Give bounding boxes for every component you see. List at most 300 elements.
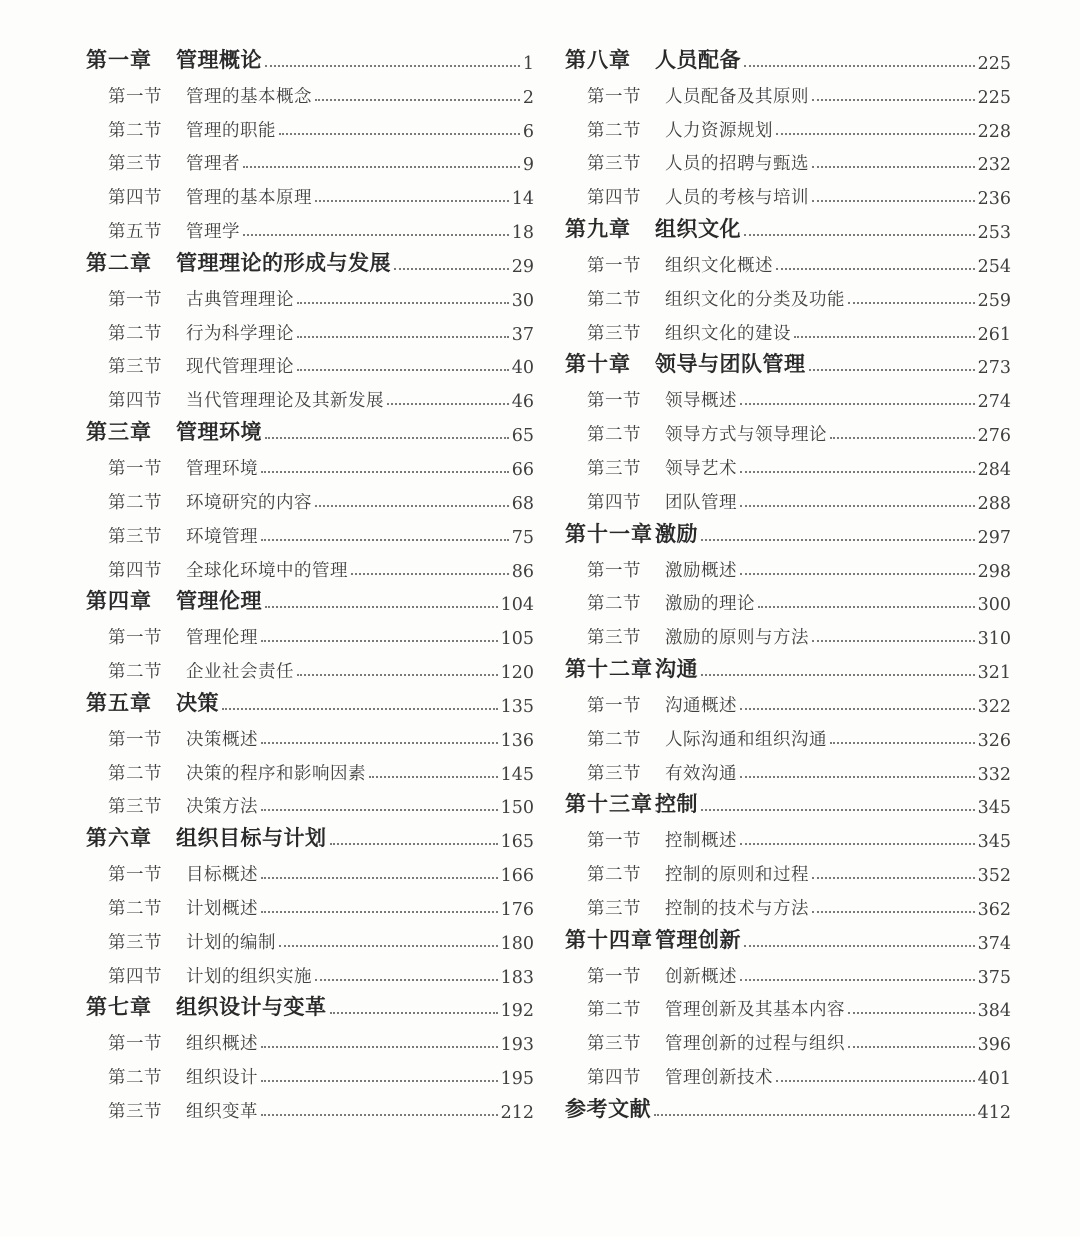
toc-section-entry <box>86 751 534 785</box>
page-number: 276 <box>977 426 1011 447</box>
dot-leader <box>701 809 975 811</box>
dot-leader <box>261 809 498 811</box>
toc-section-entry <box>565 74 1011 108</box>
page-number: 183 <box>500 967 534 988</box>
references-title: 参考文献 <box>565 1096 651 1121</box>
dot-leader <box>812 911 975 913</box>
chapter-number: 第九章 <box>565 216 631 242</box>
dot-leader <box>812 166 975 168</box>
toc-section-entry <box>565 175 1011 209</box>
dot-leader <box>265 65 520 67</box>
section-number: 第四节 <box>108 560 162 581</box>
dot-leader <box>744 65 975 67</box>
section-title: 计划的编制 <box>186 932 276 953</box>
section-title: 控制的技术与方法 <box>665 898 809 919</box>
toc-section-entry <box>565 1021 1011 1055</box>
section-title: 组织设计 <box>186 1068 258 1089</box>
page-number: 65 <box>511 426 534 447</box>
section-title: 当代管理理论及其新发展 <box>186 391 384 412</box>
page-number: 412 <box>977 1103 1011 1123</box>
page-number: 345 <box>977 832 1011 853</box>
toc-section-entry <box>86 649 534 683</box>
chapter-title: 组织文化 <box>655 216 741 242</box>
chapter-title: 激励 <box>655 520 698 546</box>
toc-section-entry <box>86 1055 534 1089</box>
dot-leader <box>830 742 975 744</box>
section-number: 第二节 <box>587 865 641 886</box>
chapter-number: 第十章 <box>565 351 631 377</box>
section-number: 第二节 <box>108 898 162 919</box>
section-number: 第二节 <box>587 289 641 310</box>
page-number: 284 <box>977 459 1011 480</box>
page-number: 254 <box>977 256 1011 277</box>
toc-section-entry <box>86 852 534 886</box>
page-number: 345 <box>977 798 1011 819</box>
toc-chapter-entry <box>86 40 534 74</box>
section-title: 管理的职能 <box>186 120 276 141</box>
chapter-title: 组织设计与变革 <box>176 994 327 1020</box>
page-number: 253 <box>977 223 1011 244</box>
dot-leader <box>740 979 975 981</box>
toc-section-entry <box>86 717 534 751</box>
page-number: 105 <box>500 629 534 650</box>
page-number: 1 <box>522 53 534 74</box>
dot-leader <box>261 1114 498 1116</box>
page-number: 374 <box>977 933 1011 954</box>
page-number: 261 <box>977 324 1011 345</box>
page-number: 86 <box>511 561 534 582</box>
toc-section-entry <box>565 548 1011 582</box>
section-title: 领导方式与领导理论 <box>665 425 827 446</box>
dot-leader <box>701 674 975 676</box>
section-title: 决策的程序和影响因素 <box>186 763 366 784</box>
dot-leader <box>243 166 520 168</box>
dot-leader <box>279 945 498 947</box>
toc-section-entry <box>565 446 1011 480</box>
toc-section-entry <box>86 142 534 176</box>
dot-leader <box>297 302 509 304</box>
page-number: 401 <box>977 1069 1011 1090</box>
section-title: 决策方法 <box>186 797 258 818</box>
section-title: 人际沟通和组织沟通 <box>665 729 827 750</box>
section-title: 控制概述 <box>665 831 737 852</box>
dot-leader <box>261 640 498 642</box>
section-title: 沟通概述 <box>665 695 737 716</box>
section-number: 第一节 <box>108 86 162 107</box>
page-number: 193 <box>500 1035 534 1056</box>
section-number: 第一节 <box>587 966 641 987</box>
page-number: 192 <box>500 1001 534 1022</box>
toc-section-entry <box>565 582 1011 616</box>
section-title: 有效沟通 <box>665 763 737 784</box>
page-number: 6 <box>522 121 534 142</box>
section-number: 第二节 <box>108 120 162 141</box>
chapter-title: 管理环境 <box>176 419 262 445</box>
section-number: 第三节 <box>108 797 162 818</box>
toc-section-entry <box>565 243 1011 277</box>
section-number: 第二节 <box>587 120 641 141</box>
toc-section-entry <box>86 514 534 548</box>
toc-section-entry <box>565 311 1011 345</box>
section-number: 第四节 <box>587 1068 641 1089</box>
toc-section-entry <box>86 1089 534 1123</box>
chapter-title: 人员配备 <box>655 46 741 72</box>
dot-leader <box>261 1080 498 1082</box>
dot-leader <box>394 268 509 270</box>
section-title: 组织文化的建设 <box>665 323 791 344</box>
section-title: 组织文化概述 <box>665 255 773 276</box>
page-number: 30 <box>511 290 534 311</box>
dot-leader <box>261 1046 498 1048</box>
section-title: 古典管理理论 <box>186 289 294 310</box>
toc-chapter-entry <box>565 514 1011 548</box>
toc-section-entry <box>86 74 534 108</box>
toc-section-entry <box>565 886 1011 920</box>
chapter-number: 第十三章 <box>565 791 653 817</box>
page-number: 9 <box>522 155 534 176</box>
toc-left-column <box>86 40 534 1123</box>
page-number: 165 <box>500 832 534 853</box>
page-number: 322 <box>977 696 1011 717</box>
toc-section-entry <box>565 988 1011 1022</box>
page-number: 166 <box>500 866 534 887</box>
section-number: 第一节 <box>108 289 162 310</box>
section-number: 第三节 <box>108 357 162 378</box>
dot-leader <box>297 674 498 676</box>
section-number: 第一节 <box>108 458 162 479</box>
section-title: 管理的基本概念 <box>186 86 312 107</box>
chapter-number: 第一章 <box>86 46 152 72</box>
section-title: 决策概述 <box>186 729 258 750</box>
chapter-title: 领导与团队管理 <box>655 351 806 377</box>
toc-section-entry <box>565 142 1011 176</box>
page-number: 37 <box>511 324 534 345</box>
section-title: 计划的组织实施 <box>186 966 312 987</box>
dot-leader <box>809 369 975 371</box>
dot-leader <box>387 403 509 405</box>
section-number: 第三节 <box>108 154 162 175</box>
dot-leader <box>812 200 975 202</box>
dot-leader <box>330 1012 498 1014</box>
toc-chapter-entry <box>565 209 1011 243</box>
dot-leader <box>740 776 975 778</box>
section-number: 第一节 <box>587 255 641 276</box>
page-number: 18 <box>511 223 534 244</box>
dot-leader <box>744 234 975 236</box>
dot-leader <box>279 133 520 135</box>
toc-section-entry <box>565 1055 1011 1089</box>
dot-leader <box>330 843 498 845</box>
toc-chapter-entry <box>86 243 534 277</box>
page-number: 362 <box>977 899 1011 920</box>
toc-chapter-entry <box>565 785 1011 819</box>
page-number: 120 <box>500 663 534 684</box>
section-title: 人员的招聘与甄选 <box>665 154 809 175</box>
dot-leader <box>848 302 975 304</box>
section-title: 激励的原则与方法 <box>665 628 809 649</box>
dot-leader <box>740 708 975 710</box>
chapter-title: 管理创新 <box>655 926 741 952</box>
page-number: 352 <box>977 866 1011 887</box>
section-number: 第一节 <box>108 865 162 886</box>
chapter-title: 管理概论 <box>176 46 262 72</box>
dot-leader <box>315 99 520 101</box>
toc-section-entry <box>86 920 534 954</box>
toc-section-entry <box>86 378 534 412</box>
dot-leader <box>261 471 509 473</box>
page-number: 236 <box>977 189 1011 210</box>
page-number: 66 <box>511 459 534 480</box>
section-title: 管理创新的过程与组织 <box>665 1034 845 1055</box>
chapter-title: 管理伦理 <box>176 588 262 614</box>
section-number: 第三节 <box>108 932 162 953</box>
toc-section-entry <box>86 311 534 345</box>
toc-chapter-entry <box>565 345 1011 379</box>
section-title: 全球化环境中的管理 <box>186 560 348 581</box>
dot-leader <box>744 945 975 947</box>
section-number: 第一节 <box>587 831 641 852</box>
page-number: 297 <box>977 527 1011 548</box>
section-title: 创新概述 <box>665 966 737 987</box>
section-title: 管理环境 <box>186 458 258 479</box>
page-number: 274 <box>977 392 1011 413</box>
section-number: 第三节 <box>108 526 162 547</box>
section-number: 第一节 <box>108 1034 162 1055</box>
section-number: 第一节 <box>587 695 641 716</box>
dot-leader <box>369 776 498 778</box>
section-number: 第三节 <box>587 763 641 784</box>
section-number: 第三节 <box>587 898 641 919</box>
chapter-number: 第七章 <box>86 994 152 1020</box>
section-title: 计划概述 <box>186 898 258 919</box>
page-number: 288 <box>977 493 1011 514</box>
page-number: 68 <box>511 493 534 514</box>
page-number: 2 <box>522 87 534 108</box>
section-number: 第二节 <box>587 1000 641 1021</box>
toc-section-entry <box>86 345 534 379</box>
dot-leader <box>222 708 498 710</box>
toc-chapter-entry <box>86 988 534 1022</box>
dot-leader <box>740 403 975 405</box>
toc-section-entry <box>565 615 1011 649</box>
page-number: 259 <box>977 290 1011 311</box>
toc-section-entry <box>86 277 534 311</box>
toc-chapter-entry <box>86 582 534 616</box>
section-title: 组织变革 <box>186 1102 258 1122</box>
section-number: 第三节 <box>587 323 641 344</box>
toc-section-entry <box>565 480 1011 514</box>
toc-section-entry <box>565 751 1011 785</box>
page-number: 176 <box>500 899 534 920</box>
dot-leader <box>315 505 509 507</box>
chapter-title: 控制 <box>655 791 698 817</box>
section-number: 第三节 <box>587 154 641 175</box>
dot-leader <box>794 336 975 338</box>
chapter-title: 决策 <box>176 689 219 715</box>
section-number: 第四节 <box>108 391 162 412</box>
dot-leader <box>758 606 975 608</box>
section-number: 第二节 <box>587 594 641 615</box>
section-title: 目标概述 <box>186 865 258 886</box>
section-title: 团队管理 <box>665 492 737 513</box>
page-number: 273 <box>977 358 1011 379</box>
dot-leader <box>654 1114 975 1116</box>
toc-section-entry <box>86 446 534 480</box>
page-number: 326 <box>977 730 1011 751</box>
section-title: 人员的考核与培训 <box>665 188 809 209</box>
section-number: 第四节 <box>587 492 641 513</box>
toc-section-entry <box>565 852 1011 886</box>
section-number: 第四节 <box>587 188 641 209</box>
chapter-title: 沟通 <box>655 656 698 682</box>
toc-section-entry <box>565 818 1011 852</box>
dot-leader <box>848 1046 975 1048</box>
toc-section-entry <box>86 175 534 209</box>
section-number: 第二节 <box>587 729 641 750</box>
chapter-number: 第十四章 <box>565 926 653 952</box>
toc-section-entry <box>565 954 1011 988</box>
toc-right-column <box>565 40 1011 1123</box>
toc-section-entry <box>86 886 534 920</box>
dot-leader <box>315 979 498 981</box>
section-title: 组织文化的分类及功能 <box>665 289 845 310</box>
toc-chapter-entry <box>86 818 534 852</box>
section-number: 第四节 <box>108 188 162 209</box>
page-number: 232 <box>977 155 1011 176</box>
section-number: 第二节 <box>108 662 162 683</box>
section-number: 第一节 <box>108 729 162 750</box>
section-title: 管理学 <box>186 222 240 243</box>
dot-leader <box>297 369 509 371</box>
section-number: 第二节 <box>587 425 641 446</box>
dot-leader <box>776 1080 975 1082</box>
dot-leader <box>812 877 975 879</box>
section-title: 管理的基本原理 <box>186 188 312 209</box>
chapter-number: 第十二章 <box>565 656 653 682</box>
chapter-number: 第三章 <box>86 419 152 445</box>
page-number: 375 <box>977 967 1011 988</box>
dot-leader <box>261 911 498 913</box>
dot-leader <box>265 606 498 608</box>
section-number: 第三节 <box>108 1102 162 1122</box>
page-number: 136 <box>500 730 534 751</box>
page-number: 225 <box>977 87 1011 108</box>
page-number: 150 <box>500 798 534 819</box>
section-title: 人员配备及其原则 <box>665 86 809 107</box>
page-number: 310 <box>977 629 1011 650</box>
section-number: 第二节 <box>108 1068 162 1089</box>
page-number: 29 <box>511 256 534 277</box>
section-title: 企业社会责任 <box>186 662 294 683</box>
page-number: 212 <box>500 1103 534 1123</box>
dot-leader <box>740 471 975 473</box>
toc-section-entry <box>86 209 534 243</box>
chapter-title: 管理理论的形成与发展 <box>176 249 391 275</box>
section-title: 行为科学理论 <box>186 323 294 344</box>
section-number: 第一节 <box>587 391 641 412</box>
chapter-number: 第五章 <box>86 689 152 715</box>
dot-leader <box>261 877 498 879</box>
dot-leader <box>701 539 975 541</box>
toc-section-entry <box>86 548 534 582</box>
section-number: 第三节 <box>587 1034 641 1055</box>
section-number: 第二节 <box>108 763 162 784</box>
page-number: 145 <box>500 764 534 785</box>
page-number: 298 <box>977 561 1011 582</box>
toc-chapter-entry <box>86 412 534 446</box>
section-title: 激励的理论 <box>665 594 755 615</box>
chapter-number: 第二章 <box>86 249 152 275</box>
page-number: 225 <box>977 53 1011 74</box>
page-number: 40 <box>511 358 534 379</box>
toc-section-entry <box>86 785 534 819</box>
page-number: 332 <box>977 764 1011 785</box>
section-title: 环境研究的内容 <box>186 492 312 513</box>
chapter-number: 第六章 <box>86 825 152 851</box>
page-number: 396 <box>977 1035 1011 1056</box>
section-title: 管理创新及其基本内容 <box>665 1000 845 1021</box>
page-number: 195 <box>500 1069 534 1090</box>
dot-leader <box>830 437 975 439</box>
dot-leader <box>776 133 975 135</box>
page-number: 228 <box>977 121 1011 142</box>
toc-section-entry <box>565 108 1011 142</box>
toc-references-entry <box>565 1089 1011 1123</box>
section-title: 现代管理理论 <box>186 357 294 378</box>
toc-section-entry <box>86 108 534 142</box>
chapter-number: 第十一章 <box>565 520 653 546</box>
page-number: 14 <box>511 189 534 210</box>
dot-leader <box>740 843 975 845</box>
section-title: 领导概述 <box>665 391 737 412</box>
toc-chapter-entry <box>86 683 534 717</box>
dot-leader <box>848 1012 975 1014</box>
section-number: 第三节 <box>587 458 641 479</box>
section-number: 第二节 <box>108 492 162 513</box>
toc-section-entry <box>86 1021 534 1055</box>
toc-section-entry <box>565 277 1011 311</box>
toc-chapter-entry <box>565 920 1011 954</box>
dot-leader <box>265 437 509 439</box>
toc-chapter-entry <box>565 40 1011 74</box>
section-title: 环境管理 <box>186 526 258 547</box>
chapter-number: 第四章 <box>86 588 152 614</box>
dot-leader <box>351 573 509 575</box>
section-title: 领导艺术 <box>665 458 737 479</box>
page-number: 46 <box>511 392 534 413</box>
toc-chapter-entry <box>565 649 1011 683</box>
toc-section-entry <box>565 412 1011 446</box>
section-number: 第三节 <box>587 628 641 649</box>
toc-section-entry <box>565 717 1011 751</box>
dot-leader <box>261 742 498 744</box>
page-number: 75 <box>511 527 534 548</box>
section-title: 激励概述 <box>665 560 737 581</box>
section-title: 管理伦理 <box>186 628 258 649</box>
chapter-number: 第八章 <box>565 46 631 72</box>
section-number: 第二节 <box>108 323 162 344</box>
dot-leader <box>297 336 509 338</box>
dot-leader <box>812 640 975 642</box>
section-title: 组织概述 <box>186 1034 258 1055</box>
section-number: 第四节 <box>108 966 162 987</box>
section-title: 管理创新技术 <box>665 1068 773 1089</box>
page-number: 135 <box>500 696 534 717</box>
dot-leader <box>776 268 975 270</box>
section-title: 人力资源规划 <box>665 120 773 141</box>
page-number: 300 <box>977 595 1011 616</box>
toc-section-entry <box>86 480 534 514</box>
